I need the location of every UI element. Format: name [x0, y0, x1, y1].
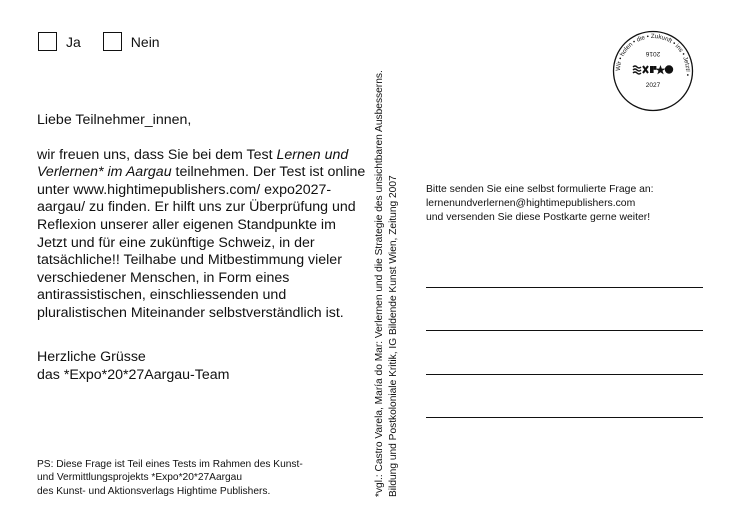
stamp-ring-text: Wir • holen • die • Zukunft • ins • Jetzt! • [614, 32, 692, 77]
letter-closing [37, 348, 229, 384]
expo-stamp-icon [612, 30, 694, 112]
address-line[interactable] [426, 374, 703, 375]
letter-body-rest: teilnehmen. Der Test ist online unter www.hightimepublishers.com/ expo2027-aargau/ zu finden. Er hilft uns zur Überprüfung und Reflexion unserer aller eigenen Standpunkte im Jetzt und für eine zukünftige Schweiz, in der tatsächliche!! Teilhabe und Mitbestimmung vieler verschiedener Menschen, in Form eines antirassistischen, einschliessenden und pluralistischen Miteinander selbstverständlich ist. [37, 164, 366, 321]
letter-text [37, 112, 367, 340]
ja-label: Ja [66, 33, 81, 50]
address-line[interactable] [426, 417, 703, 418]
ps-line-1: PS: Diese Frage ist Teil eines Tests im Rahmen des Kunst- [37, 459, 303, 470]
answer-options [38, 32, 182, 51]
closing-greeting: Herzliche Grüsse [37, 349, 146, 365]
citation-line-1: *vgl.: Castro Varela, María do Mar: Verlernen und die Strategie des unsichtbaren Ausbesserns. [374, 70, 385, 497]
citation-vertical [373, 27, 413, 497]
instructions-line-1: Bitte senden Sie eine selbst formulierte Frage an: [426, 184, 654, 195]
stamp-year-top: 2016 [645, 50, 661, 57]
nein-label: Nein [130, 33, 160, 50]
nein-checkbox[interactable] [103, 32, 122, 51]
letter-body [37, 147, 367, 323]
address-line[interactable] [426, 287, 703, 288]
test-title: Lernen und Verlernen* im Aargau [37, 146, 349, 181]
closing-signature: das *Expo*20*27Aargau-Team [37, 367, 230, 383]
postscript [37, 458, 347, 498]
ps-line-3: des Kunst- und Aktionsverlags Hightime Publishers. [37, 485, 271, 497]
letter-body-intro: wir freuen uns, dass Sie bei dem Test [37, 146, 277, 163]
instructions-email: lernenundverlernen@hightimepublishers.com [426, 198, 636, 209]
letter-greeting: Liebe Teilnehmer_innen, [37, 112, 192, 128]
citation-line-2: Bildung und Postkoloniale Kritik, IG Bildende Kunst Wien, Zeitung 2007 [387, 175, 399, 497]
send-instructions [426, 183, 654, 225]
stamp-year-bottom: 2027 [645, 82, 661, 89]
ja-checkbox[interactable] [38, 32, 57, 51]
instructions-line-3: und versenden Sie diese Postkarte gerne weiter! [426, 212, 651, 223]
ps-line-2: und Vermittlungsprojekts *Expo*20*27Aargau [37, 472, 243, 484]
address-line[interactable] [426, 330, 703, 331]
expo-logo-icon [633, 65, 673, 74]
